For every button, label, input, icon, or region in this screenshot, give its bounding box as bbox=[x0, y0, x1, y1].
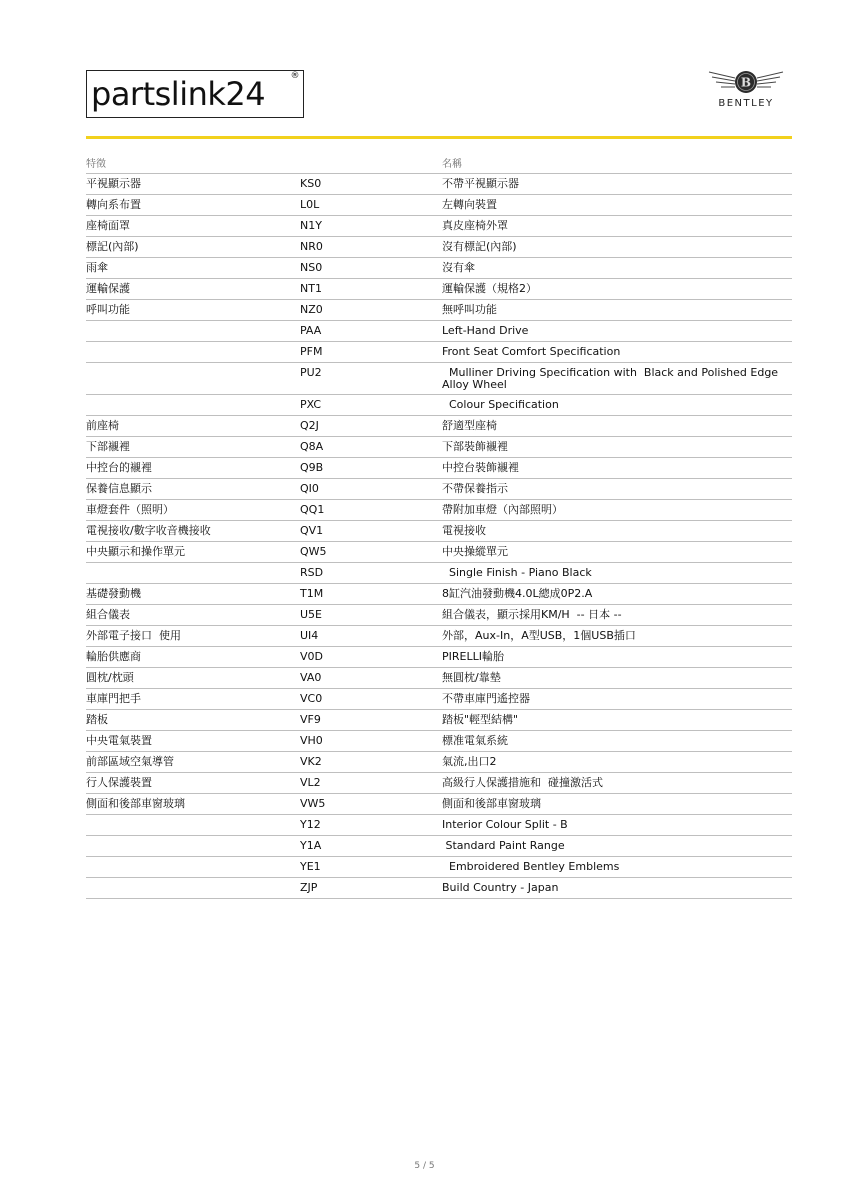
table-header bbox=[86, 152, 792, 174]
row-code: U5E bbox=[300, 608, 322, 621]
row-name: 無圓枕/靠墊 bbox=[442, 671, 501, 684]
row-code: NT1 bbox=[300, 282, 322, 295]
row-code: RSD bbox=[300, 566, 324, 579]
table-row bbox=[86, 279, 792, 300]
table-row bbox=[86, 584, 792, 605]
row-name: 不帶平視顯示器 bbox=[442, 177, 519, 190]
table-row bbox=[86, 773, 792, 794]
bentley-winged-b-icon bbox=[707, 68, 785, 96]
feature-table bbox=[86, 152, 792, 899]
table-row bbox=[86, 668, 792, 689]
row-feature: 標記(內部) bbox=[86, 240, 139, 253]
row-feature bbox=[86, 342, 300, 362]
row-feature: 前座椅 bbox=[86, 419, 119, 432]
column-header-name: 名稱 bbox=[442, 159, 462, 170]
registered-mark: ® bbox=[290, 71, 299, 81]
row-feature: 圓枕/枕頭 bbox=[86, 671, 134, 684]
table-row bbox=[86, 563, 792, 584]
column-header-feature: 特徵 bbox=[86, 159, 106, 170]
row-feature bbox=[86, 815, 300, 835]
row-feature: 下部襯裡 bbox=[86, 440, 130, 453]
row-name: 不帶車庫門遙控器 bbox=[442, 692, 530, 705]
table-row bbox=[86, 321, 792, 342]
row-code: Y12 bbox=[300, 818, 321, 831]
row-code: KS0 bbox=[300, 177, 322, 190]
row-name: 氣流,出口2 bbox=[442, 755, 497, 768]
row-feature bbox=[86, 836, 300, 856]
row-feature: 電視接收/數字收音機接收 bbox=[86, 524, 211, 537]
table-row bbox=[86, 237, 792, 258]
table-row bbox=[86, 605, 792, 626]
row-code: NZ0 bbox=[300, 303, 323, 316]
row-name: 8缸汽油發動機4.0L總成0P2.A bbox=[442, 587, 593, 600]
table-row bbox=[86, 395, 792, 416]
row-name: Single Finish - Piano Black bbox=[442, 566, 592, 579]
table-row bbox=[86, 857, 792, 878]
row-name: Interior Colour Split - B bbox=[442, 818, 568, 831]
row-feature: 基礎發動機 bbox=[86, 587, 141, 600]
row-feature: 運輸保護 bbox=[86, 282, 130, 295]
row-feature: 轉向系布置 bbox=[86, 198, 141, 211]
row-name: Mulliner Driving Specification with Black and Polished Edge Alloy Wheel bbox=[442, 366, 782, 391]
row-code: PXC bbox=[300, 398, 322, 411]
row-feature bbox=[86, 878, 300, 898]
row-name: Embroidered Bentley Emblems bbox=[442, 860, 620, 873]
row-code: NS0 bbox=[300, 261, 323, 274]
row-name: 踏板"輕型結構" bbox=[442, 713, 519, 726]
row-feature: 組合儀表 bbox=[86, 608, 130, 621]
row-code: Q9B bbox=[300, 461, 324, 474]
table-row bbox=[86, 542, 792, 563]
row-name: 不帶保養指示 bbox=[442, 482, 508, 495]
table-row bbox=[86, 174, 792, 195]
table-row bbox=[86, 626, 792, 647]
row-feature: 側面和後部車窗玻璃 bbox=[86, 797, 185, 810]
table-body bbox=[86, 174, 792, 899]
row-feature: 踏板 bbox=[86, 713, 108, 726]
row-feature bbox=[86, 857, 300, 877]
table-row bbox=[86, 521, 792, 542]
row-feature bbox=[86, 321, 300, 341]
row-code: Y1A bbox=[300, 839, 322, 852]
table-row bbox=[86, 458, 792, 479]
row-code: T1M bbox=[300, 587, 324, 600]
table-row bbox=[86, 363, 792, 395]
row-feature: 中控台的襯裡 bbox=[86, 461, 152, 474]
row-code: N1Y bbox=[300, 219, 322, 232]
row-code: VA0 bbox=[300, 671, 322, 684]
row-name: 高級行人保護措施和 碰撞激活式 bbox=[442, 776, 603, 789]
row-code: PAA bbox=[300, 324, 322, 337]
row-feature: 平視顯示器 bbox=[86, 177, 141, 190]
row-name: Colour Specification bbox=[442, 398, 559, 411]
partslink24-logo bbox=[86, 70, 304, 118]
row-name: 組合儀表，顯示採用KM/H -- 日本 -- bbox=[442, 608, 622, 621]
row-code: QW5 bbox=[300, 545, 327, 558]
row-feature: 前部區域空氣導管 bbox=[86, 755, 174, 768]
row-name: 帶附加車燈（內部照明） bbox=[442, 503, 563, 516]
row-name: 中央操縱單元 bbox=[442, 545, 508, 558]
row-feature: 中央顯示和操作單元 bbox=[86, 545, 185, 558]
row-code: QI0 bbox=[300, 482, 319, 495]
brand-name: BENTLEY bbox=[718, 98, 774, 109]
row-name: 電視接收 bbox=[442, 524, 486, 537]
row-code: YE1 bbox=[300, 860, 321, 873]
row-name: Build Country - Japan bbox=[442, 881, 559, 894]
row-name: 運輸保護（規格2） bbox=[442, 282, 537, 295]
table-row bbox=[86, 300, 792, 321]
row-code: PFM bbox=[300, 345, 323, 358]
row-code: VH0 bbox=[300, 734, 323, 747]
row-name: 標准電氣系統 bbox=[442, 734, 508, 747]
row-name: 無呼叫功能 bbox=[442, 303, 497, 316]
table-row bbox=[86, 794, 792, 815]
row-code: QQ1 bbox=[300, 503, 325, 516]
row-name: 舒適型座椅 bbox=[442, 419, 497, 432]
row-feature: 保養信息顯示 bbox=[86, 482, 152, 495]
row-code: PU2 bbox=[300, 366, 322, 379]
row-code: VC0 bbox=[300, 692, 323, 705]
row-code: UI4 bbox=[300, 629, 319, 642]
row-feature: 外部電子接口 使用 bbox=[86, 629, 181, 642]
row-code: QV1 bbox=[300, 524, 324, 537]
row-code: ZJP bbox=[300, 881, 318, 894]
row-name: Front Seat Comfort Specification bbox=[442, 345, 621, 358]
table-row bbox=[86, 258, 792, 279]
table-row bbox=[86, 342, 792, 363]
row-feature: 車燈套件（照明） bbox=[86, 503, 174, 516]
table-row bbox=[86, 479, 792, 500]
row-name: Standard Paint Range bbox=[442, 839, 565, 852]
row-code: VW5 bbox=[300, 797, 326, 810]
table-row bbox=[86, 836, 792, 857]
row-name: 中控台裝飾襯裡 bbox=[442, 461, 519, 474]
row-code: NR0 bbox=[300, 240, 323, 253]
row-name: 下部裝飾襯裡 bbox=[442, 440, 508, 453]
row-code: VF9 bbox=[300, 713, 321, 726]
table-row bbox=[86, 437, 792, 458]
table-row bbox=[86, 689, 792, 710]
row-feature: 座椅面罩 bbox=[86, 219, 130, 232]
row-code: VL2 bbox=[300, 776, 321, 789]
table-row bbox=[86, 216, 792, 237]
bentley-brand bbox=[706, 68, 786, 109]
row-name: PIRELLI輪胎 bbox=[442, 650, 504, 663]
row-feature: 雨傘 bbox=[86, 261, 108, 274]
table-row bbox=[86, 647, 792, 668]
row-feature bbox=[86, 395, 300, 415]
table-row bbox=[86, 500, 792, 521]
row-feature bbox=[86, 363, 300, 394]
table-row bbox=[86, 731, 792, 752]
row-code: VK2 bbox=[300, 755, 322, 768]
row-feature: 呼叫功能 bbox=[86, 303, 130, 316]
table-row bbox=[86, 195, 792, 216]
page-indicator: 5 / 5 bbox=[414, 1161, 435, 1171]
row-name: 外部，Aux-In，A型USB，1個USB插口 bbox=[442, 629, 636, 642]
row-code: V0D bbox=[300, 650, 323, 663]
svg-text:B: B bbox=[740, 75, 752, 90]
row-feature: 輪胎供應商 bbox=[86, 650, 141, 663]
row-name: 左轉向裝置 bbox=[442, 198, 497, 211]
row-feature: 車庫門把手 bbox=[86, 692, 141, 705]
table-row bbox=[86, 815, 792, 836]
row-name: 真皮座椅外罩 bbox=[442, 219, 508, 232]
row-name: 側面和後部車窗玻璃 bbox=[442, 797, 541, 810]
row-feature: 中央電氣裝置 bbox=[86, 734, 152, 747]
row-feature bbox=[86, 563, 300, 583]
table-row bbox=[86, 752, 792, 773]
row-feature: 行人保護裝置 bbox=[86, 776, 152, 789]
row-code: Q8A bbox=[300, 440, 324, 453]
table-row bbox=[86, 416, 792, 437]
header-accent-rule bbox=[86, 136, 792, 139]
row-code: Q2J bbox=[300, 419, 319, 432]
row-name: Left-Hand Drive bbox=[442, 324, 529, 337]
row-name: 沒有傘 bbox=[442, 261, 475, 274]
row-code: L0L bbox=[300, 198, 320, 211]
table-row bbox=[86, 710, 792, 731]
table-row bbox=[86, 878, 792, 899]
partslink24-logo-text: partslink24 bbox=[91, 75, 266, 113]
row-name: 沒有標記(內部) bbox=[442, 240, 517, 253]
